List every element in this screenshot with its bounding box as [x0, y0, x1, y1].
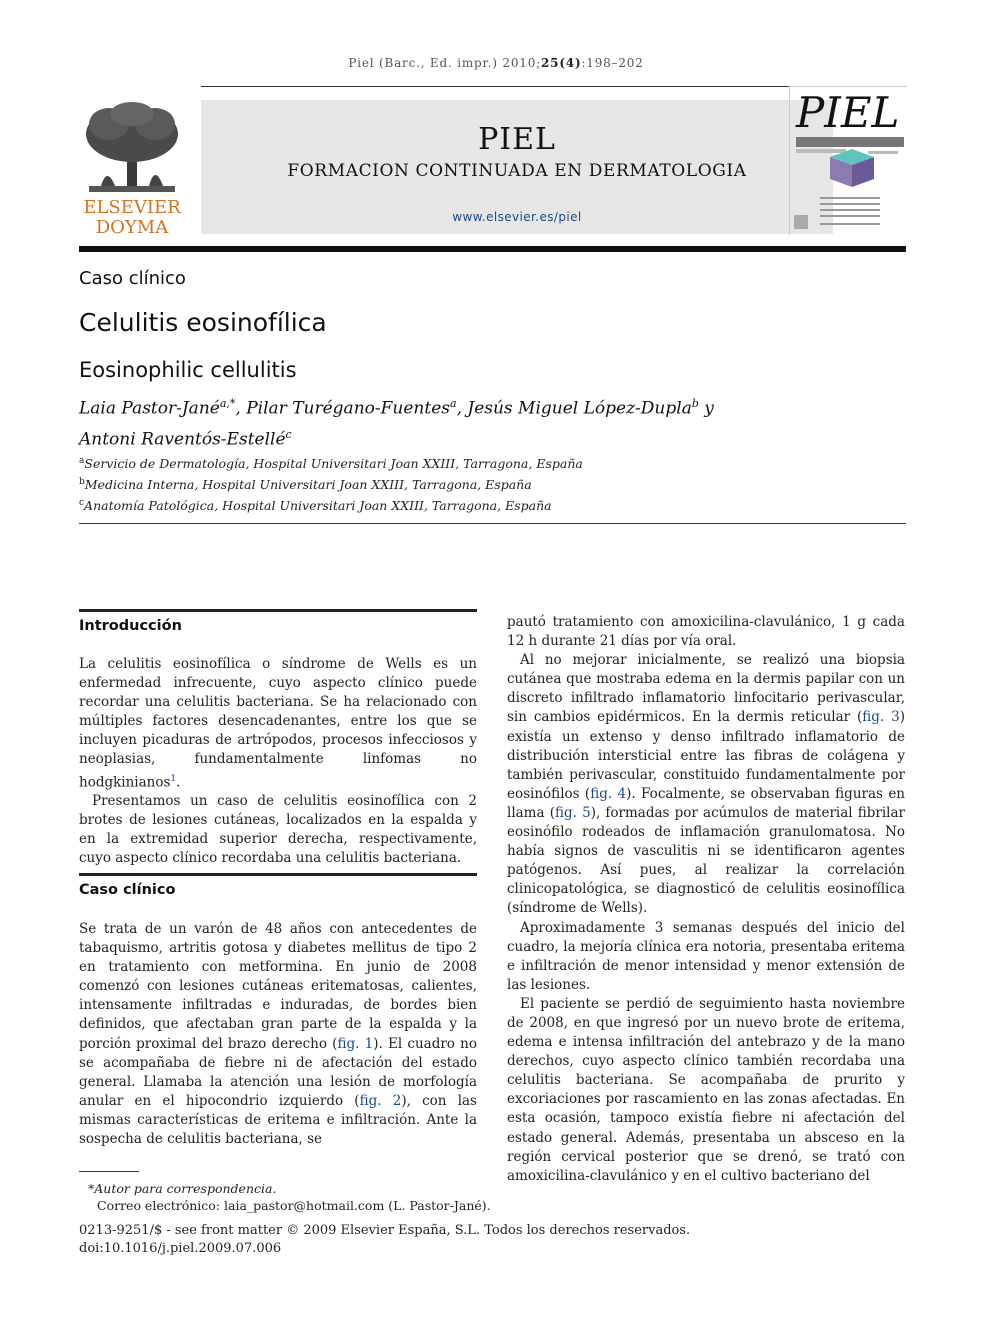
article-type: Caso clínico: [79, 268, 186, 289]
corresponding-author-note: *Autor para correspondencia.: [88, 1181, 277, 1196]
header-thick-rule: [79, 246, 906, 252]
publisher-line1: ELSEVIER: [83, 197, 181, 218]
right-column: [507, 613, 905, 1186]
elsevier-doyma-logo: [79, 100, 185, 234]
author-list: Laia Pastor-Jané$^{a,*}$, Pilar Turégano-Fuentes$^a$, Jesús Miguel López-Dupla$^b$ y Antoni Raventós-Estellé$^c$: [79, 397, 714, 450]
author: Laia Pastor-Jané: [79, 398, 220, 419]
reference-link[interactable]: 1: [170, 773, 177, 784]
running-head: Piel (Barc., Ed. impr.) 2010;25(4):198–202: [348, 56, 644, 70]
elsevier-tree-icon: [79, 100, 185, 234]
section-rule: [79, 873, 477, 876]
journal-title-box: [201, 100, 833, 234]
journal-cover-thumbnail: [789, 86, 907, 235]
section-heading-caso-clinico: Caso clínico: [79, 882, 176, 898]
paragraph: Se trata de un varón de 48 años con antecedentes de tabaquismo, artritis gotosa y diabetes mellitus de tipo 2 en tratamiento con metformina. En junio de 2008 comenzó con lesiones cutáneas eritematosas, calientes, intensamente infiltradas e induradas, de bordes bien definidos, que afectaban gran parte de la espalda y la porción proximal del brazo derecho (fig. 1). El cuadro no se acompañaba de fiebre ni de afectación del estado general. Llamaba la atención una lesión de morfología anular en el hipocondrio izquierdo (fig. 2), con las mismas características de eritema e infiltración. Ante la sospecha de celulitis bacteriana, se: [79, 921, 477, 1148]
left-column-case: [79, 920, 477, 1149]
figure-link[interactable]: fig. 1: [337, 1035, 374, 1052]
author: Jesús Miguel López-Dupla: [467, 398, 692, 419]
figure-link[interactable]: fig. 2: [359, 1092, 402, 1109]
header-bottom-rule: [79, 523, 906, 524]
journal-banner: [79, 86, 906, 236]
article-title: Celulitis eosinofílica: [79, 308, 327, 337]
copyright-line: 0213-9251/$ - see front matter © 2009 Elsevier España, S.L. Todos los derechos reservados.: [79, 1223, 691, 1238]
affiliation-item: $^c$Anatomía Patológica, Hospital Universitari Joan XXIII, Tarragona, España: [79, 498, 552, 514]
cover-logo: PIEL: [796, 88, 900, 137]
journal-title: PIEL: [478, 122, 556, 157]
author: Pilar Turégano-Fuentes: [246, 398, 450, 419]
paragraph: pautó tratamiento con amoxicilina-clavulánico, 1 g cada 12 h durante 21 días por vía oral.: [507, 614, 905, 650]
publisher-line2: DOYMA: [95, 217, 169, 234]
section-rule: [79, 609, 477, 612]
author: Antoni Raventós-Estellé: [79, 429, 286, 450]
doi[interactable]: doi:10.1016/j.piel.2009.07.006: [79, 1241, 282, 1256]
figure-link[interactable]: fig. 4: [590, 785, 627, 802]
section-heading-introduccion: Introducción: [79, 618, 182, 634]
article-title-english: Eosinophilic cellulitis: [79, 358, 297, 382]
journal-url[interactable]: www.elsevier.es/piel: [452, 210, 582, 224]
paragraph: El paciente se perdió de seguimiento hasta noviembre de 2008, en que ingresó por un nuevo brote de eritema, edema e intensa infiltración del antebrazo y de la mano derechos, cuyo aspecto clínico también recordaba una celulitis bacteriana. Se acompañaba de prurito y excoriaciones por rascamiento en las zonas afectadas. En esta ocasión, tampoco existía fiebre ni afectación del estado general. Además, presentaba un absceso en la región cervical posterior que se drenó, se trató con amoxicilina-clavulánico y en el cultivo bacteriano del: [507, 995, 905, 1184]
paragraph: Aproximadamente 3 semanas después del inicio del cuadro, la mejoría clínica era notoria, presentaba eritema e infiltración de menor intensidad y menor extensión de las lesiones.: [507, 919, 905, 993]
paragraph: Presentamos un caso de celulitis eosinofílica con 2 brotes de lesiones cutáneas, localizados en la espalda y en la extremidad superior derecha, respectivamente, cuyo aspecto clínico recordaba una celulitis bacteriana.: [79, 793, 477, 867]
affiliation-item: $^b$Medicina Interna, Hospital Universitari Joan XXIII, Tarragona, España: [79, 477, 532, 493]
cover-image: [790, 87, 907, 235]
footnote-rule: [79, 1171, 139, 1172]
journal-subtitle: FORMACION CONTINUADA EN DERMATOLOGIA: [287, 161, 747, 181]
affiliations: [79, 452, 583, 515]
paragraph: La celulitis eosinofílica o síndrome de Wells es un enfermedad infrecuente, cuyo aspecto clínico puede recordar una celulitis bacteriana. Se ha relacionado con múltiples factores desencadenantes, entre los que se incluyen picaduras de artrópodos, procesos infecciosos y neoplasias, fundamentalmente linfomas no hodgkinianos$^1$.: [79, 656, 477, 791]
figure-link[interactable]: fig. 3: [862, 709, 900, 726]
figure-link[interactable]: fig. 5: [554, 804, 591, 821]
left-column-intro: [79, 655, 477, 869]
affiliation-item: $^a$Servicio de Dermatología, Hospital Universitari Joan XXIII, Tarragona, España: [79, 456, 583, 472]
email-note: Correo electrónico: laia_pastor@hotmail.com (L. Pastor-Jané).: [97, 1198, 491, 1213]
paragraph: Al no mejorar inicialmente, se realizó una biopsia cutánea que mostraba edema en la dermis papilar con un discreto infiltrado inflamatorio linfocitario perivascular, sin cambios epidérmicos. En la dermis reticular (fig. 3) existía un extenso y denso infiltrado inflamatorio de distribución intersticial entre las fibras de colágena y también perivascular, constituido fundamentalmente por eosinófilos (fig. 4). Focalmente, se observaban figuras en llama (fig. 5), formadas por acúmulos de material fibrilar eosinófilo rodeados de inflamación granulomatosa. No había signos de vasculitis ni se identificaron agentes patógenos. Así pues, al realizar la correlación clinicopatológica, se diagnosticó de celulitis eosinofílica (síndrome de Wells).: [507, 652, 905, 917]
banner-top-rule: [201, 86, 833, 87]
